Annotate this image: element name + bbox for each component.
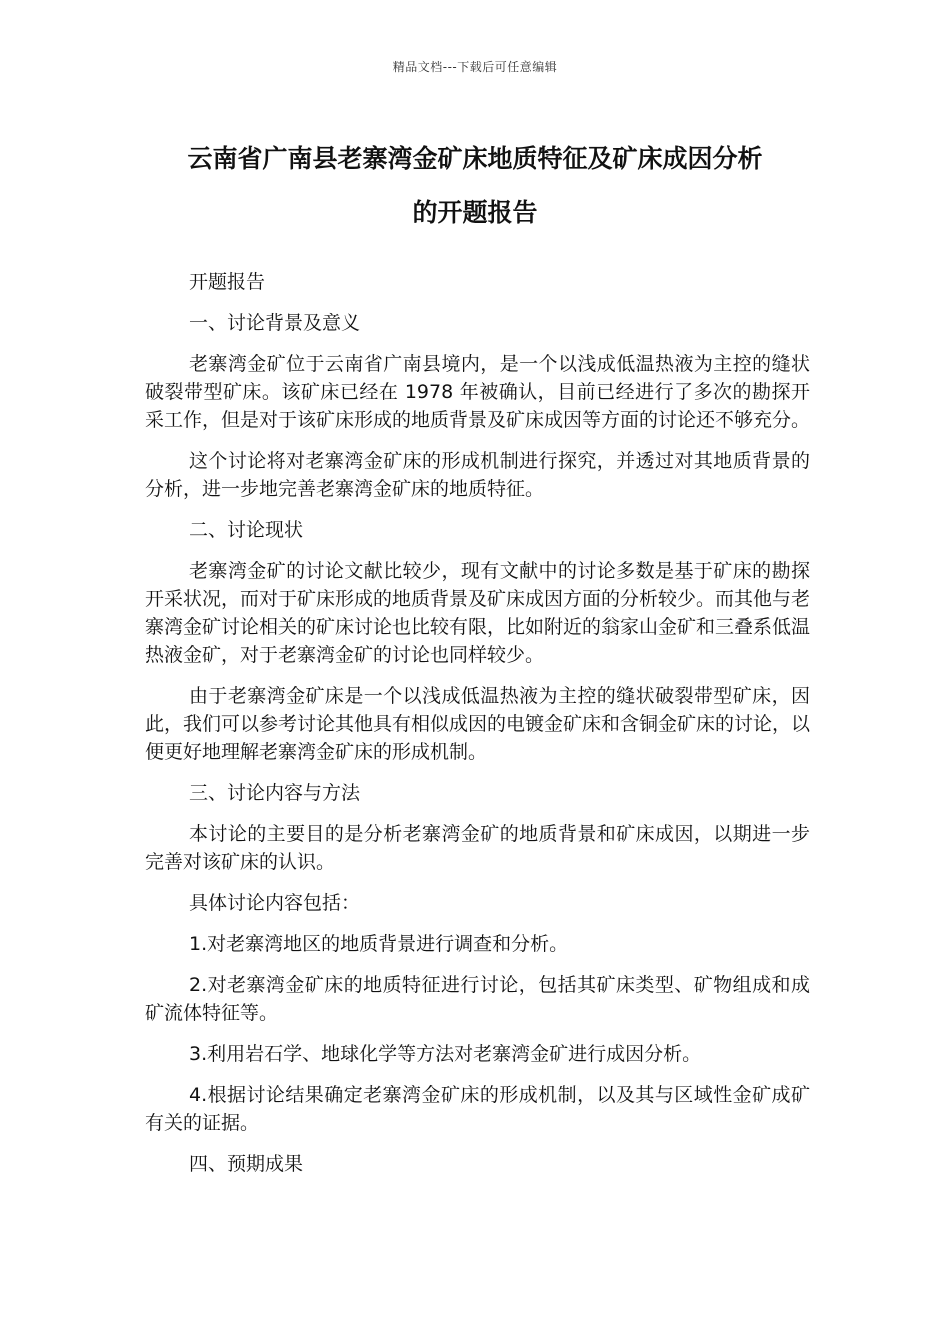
document-title — [120, 132, 830, 240]
paragraph: 老寨湾金矿位于云南省广南县境内，是一个以浅成低温热液为主控的缝状破裂带型矿床。该矿床已经在 1978 年被确认，目前已经进行了多次的勘探开采工作，但是对于该矿床形成的地质背景及矿床成因等方面的讨论还不够充分。 — [145, 353, 811, 431]
title-line-2: 的开题报告 — [412, 198, 538, 227]
section-heading-4: 四、预期成果 — [189, 1153, 304, 1175]
header-note: 精品文档---下载后可任意编辑 — [392, 60, 558, 74]
paragraph: 老寨湾金矿的讨论文献比较少，现有文献中的讨论多数是基于矿床的勘探开采状况，而对于矿床形成的地质背景及矿床成因方面的分析较少。而其他与老寨湾金矿讨论相关的矿床讨论也比较有限，比如附近的翁家山金矿和三叠系低温热液金矿，对于老寨湾金矿的讨论也同样较少。 — [145, 560, 811, 666]
list-item: 1.对老寨湾地区的地质背景进行调查和分析。 — [189, 933, 569, 955]
list-item: 4.根据讨论结果确定老寨湾金矿床的形成机制，以及其与区域性金矿成矿有关的证据。 — [145, 1084, 810, 1134]
section-heading-2: 二、讨论现状 — [189, 519, 304, 541]
paragraph: 本讨论的主要目的是分析老寨湾金矿的地质背景和矿床成因，以期进一步完善对该矿床的认识。 — [145, 823, 810, 873]
list-item: 3.利用岩石学、地球化学等方法对老寨湾金矿进行成因分析。 — [189, 1043, 702, 1065]
list-item: 2.对老寨湾金矿床的地质特征进行讨论，包括其矿床类型、矿物组成和成矿流体特征等。 — [145, 974, 810, 1024]
paragraph: 由于老寨湾金矿床是一个以浅成低温热液为主控的缝状破裂带型矿床，因此，我们可以参考讨论其他具有相似成因的电镀金矿床和含铜金矿床的讨论，以便更好地理解老寨湾金矿床的形成机制。 — [145, 685, 811, 763]
heading-report: 开题报告 — [189, 271, 266, 293]
section-heading-3: 三、讨论内容与方法 — [189, 782, 361, 804]
paragraph: 这个讨论将对老寨湾金矿床的形成机制进行探究，并透过对其地质背景的分析，进一步地完善老寨湾金矿床的地质特征。 — [145, 450, 810, 500]
title-line-1: 云南省广南县老寨湾金矿床地质特征及矿床成因分析 — [187, 144, 763, 173]
section-heading-1: 一、讨论背景及意义 — [189, 312, 361, 334]
document-body — [145, 268, 810, 1191]
paragraph: 具体讨论内容包括： — [189, 892, 361, 914]
